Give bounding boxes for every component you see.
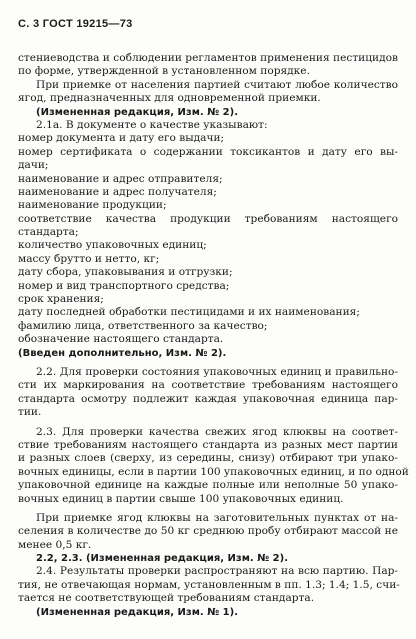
text-line: соответствие качества продукции требованиям настоящего — [18, 212, 398, 225]
text-line: и разных слоев (сверху, из середины, снизу) отбирают три упако- — [18, 452, 398, 465]
text-line: стениеводства и соблюдении регламентов применения пестицидов — [18, 52, 398, 64]
text-line: менее 0,5 кг. — [18, 538, 92, 551]
text-line: 2.2. Для проверки состояния упаковочных единиц и правильно- — [36, 365, 398, 378]
text-line: массу брутто и нетто, кг; — [18, 252, 160, 265]
text-line: дату последней обработки пестицидами и их наименования; — [18, 306, 360, 319]
text-line: тия, не отвечающая нормам, установленным в пп. 1.3; 1.4; 1.5, счи- — [18, 578, 400, 591]
text-line: наименование и адрес получателя; — [18, 185, 217, 198]
text-line: сти их маркирования на соответствие требованиям настоящего — [18, 379, 398, 392]
amendment-note: 2.2, 2.3. (Измененная редакция, Изм. № 2). — [36, 553, 289, 565]
text-line: ягод, предназначенных для одновременной приемки. — [18, 92, 321, 105]
text-line: обозначение настоящего стандарта. — [18, 333, 224, 346]
text-line: При приемке от населения партией считают любое количество — [36, 78, 398, 91]
text-line: номер сертификата о содержании токсикантов и дату его вы- — [18, 145, 398, 158]
amendment-note: (Измененная редакция, Изм. № 2). — [36, 106, 239, 118]
text-line: При приемке ягод клюквы на заготовительных пунктах от на- — [36, 511, 398, 524]
text-line: 2.3. Для проверки качества свежих ягод клюквы на соответ- — [36, 425, 398, 438]
text-line: срок хранения; — [18, 293, 104, 306]
text-line: тается не соответствующей требованиям стандарта. — [18, 592, 315, 605]
text-line: стандарта; — [18, 226, 79, 239]
text-line: 2.1а. В документе о качестве указывают: — [36, 118, 268, 131]
text-line: селения в количестве до 50 кг среднюю пробу отбирают массой не — [18, 525, 398, 538]
text-line: наименование продукции; — [18, 199, 167, 212]
page-header: С. 3 ГОСТ 19215—73 — [18, 18, 133, 30]
text-line: вочных единиц в партии свыше 100 упаковочных единиц. — [18, 492, 344, 505]
text-line: по форме, утвержденной в установленном порядке. — [18, 65, 310, 78]
text-line: тии. — [18, 406, 42, 419]
text-line: вочных единицы, если в партии 100 упаковочных единиц, и по одной — [18, 465, 409, 478]
text-line: наименование и адрес отправителя; — [18, 172, 223, 185]
text-line: ствие требованиям настоящего стандарта из разных мест партии — [18, 438, 398, 451]
text-line: номер и вид транспортного средства; — [18, 279, 230, 292]
document-body — [18, 52, 409, 619]
text-line: фамилию лица, ответственного за качество; — [18, 319, 268, 332]
amendment-note: (Введен дополнительно, Изм. № 2). — [18, 347, 227, 359]
text-line: номер документа и дату его выдачи; — [18, 132, 225, 145]
text-line: дачи; — [18, 159, 49, 172]
text-line: упаковочной единице на каждые полные или неполные 50 упако- — [18, 479, 398, 492]
text-line: дату сбора, упаковывания и отгрузки; — [18, 266, 233, 279]
amendment-note: (Измененная редакция, Изм. № 1). — [36, 606, 239, 618]
text-line: 2.4. Результаты проверки распространяют на всю партию. Пар- — [36, 565, 398, 578]
text-line: стандарта осмотру подлежит каждая упаковочная единица пар- — [18, 392, 398, 405]
text-line: количество упаковочных единиц; — [18, 239, 207, 252]
